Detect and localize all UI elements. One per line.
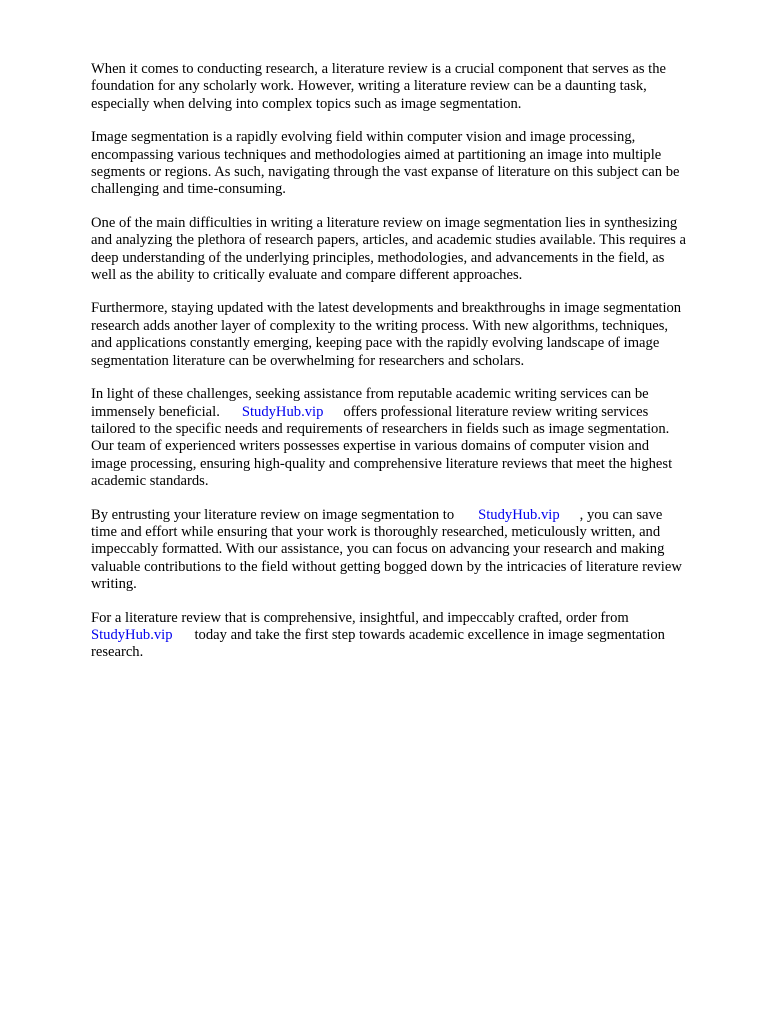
text-line: tailored to the specific needs and requirements of researchers in fields such as image segmentation.: [91, 420, 670, 437]
text-line: and applications constantly emerging, keeping pace with the rapidly evolving landscape of image: [91, 335, 660, 352]
text-line: challenging and time-consuming.: [91, 181, 286, 198]
text-line: [91, 627, 731, 644]
studyhub-link[interactable]: StudyHub.vip: [91, 626, 173, 643]
studyhub-link[interactable]: StudyHub.vip: [478, 506, 560, 523]
text-line: Image segmentation is a rapidly evolving field within computer vision and image processing,: [91, 129, 636, 146]
text-line: image processing, ensuring high-quality and comprehensive literature reviews that meet the highest: [91, 455, 673, 472]
text-line: research adds another layer of complexity to the writing process. With new algorithms, techniques,: [91, 317, 669, 334]
text-fragment: immensely beneficial.: [91, 403, 220, 420]
text-fragment: offers professional literature review writing services: [343, 403, 649, 420]
text-line: segments or regions. As such, navigating through the vast expanse of literature on this subject can be: [91, 164, 680, 181]
studyhub-link[interactable]: StudyHub.vip: [241, 403, 324, 420]
text-line: especially when delving into complex topics such as image segmentation.: [91, 95, 522, 112]
text-line: deep understanding of the underlying principles, methodologies, and advancements in the field, as: [91, 249, 665, 266]
text-line: In light of these challenges, seeking assistance from reputable academic writing services can be: [91, 386, 649, 403]
paragraph-seeking-assistance: [91, 386, 731, 490]
text-line: valuable contributions to the field without getting bogged down by the intricacies of literature review: [91, 558, 682, 575]
text-line: For a literature review that is comprehensive, insightful, and impeccably crafted, order from: [91, 609, 629, 626]
text-line: foundation for any scholarly work. However, writing a literature review can be a daunting task,: [91, 78, 647, 95]
text-line: Furthermore, staying updated with the latest developments and breakthroughs in image segmentation: [91, 300, 682, 317]
text-line: writing.: [91, 576, 137, 593]
text-line: and analyzing the plethora of research papers, articles, and academic studies available. This requires a: [91, 232, 686, 249]
text-line: well as the ability to critically evaluate and compare different approaches.: [91, 267, 523, 284]
text-fragment: today and take the first step towards academic excellence in image segmentation: [194, 626, 665, 643]
paragraph-entrusting: [91, 507, 731, 594]
paragraph-order-cta: [91, 610, 731, 662]
text-line: segmentation literature can be overwhelming for researchers and scholars.: [91, 352, 525, 369]
text-line: encompassing various techniques and methodologies aimed at partitioning an image into multiple: [91, 146, 662, 163]
text-line: impeccably formatted. With our assistance, you can focus on advancing your research and making: [91, 541, 665, 558]
text-line: time and effort while ensuring that your work is thoroughly researched, meticulously written, and: [91, 523, 661, 540]
text-line: [91, 507, 731, 524]
text-line: One of the main difficulties in writing a literature review on image segmentation lies in synthesizing: [91, 214, 678, 231]
text-line: academic standards.: [91, 473, 209, 490]
text-line: [91, 404, 731, 421]
paragraph-difficulties: [91, 215, 731, 285]
paragraph-intro: [91, 61, 731, 113]
paragraph-image-segmentation: [91, 129, 731, 199]
text-line: Our team of experienced writers possesses expertise in various domains of computer vision and: [91, 438, 650, 455]
text-line: research.: [91, 644, 144, 661]
document-body: [91, 61, 731, 678]
text-fragment: , you can save: [579, 506, 663, 523]
text-line: When it comes to conducting research, a literature review is a crucial component that serves as the: [91, 61, 667, 77]
text-fragment: By entrusting your literature review on image segmentation to: [91, 506, 455, 523]
paragraph-staying-updated: [91, 300, 731, 370]
